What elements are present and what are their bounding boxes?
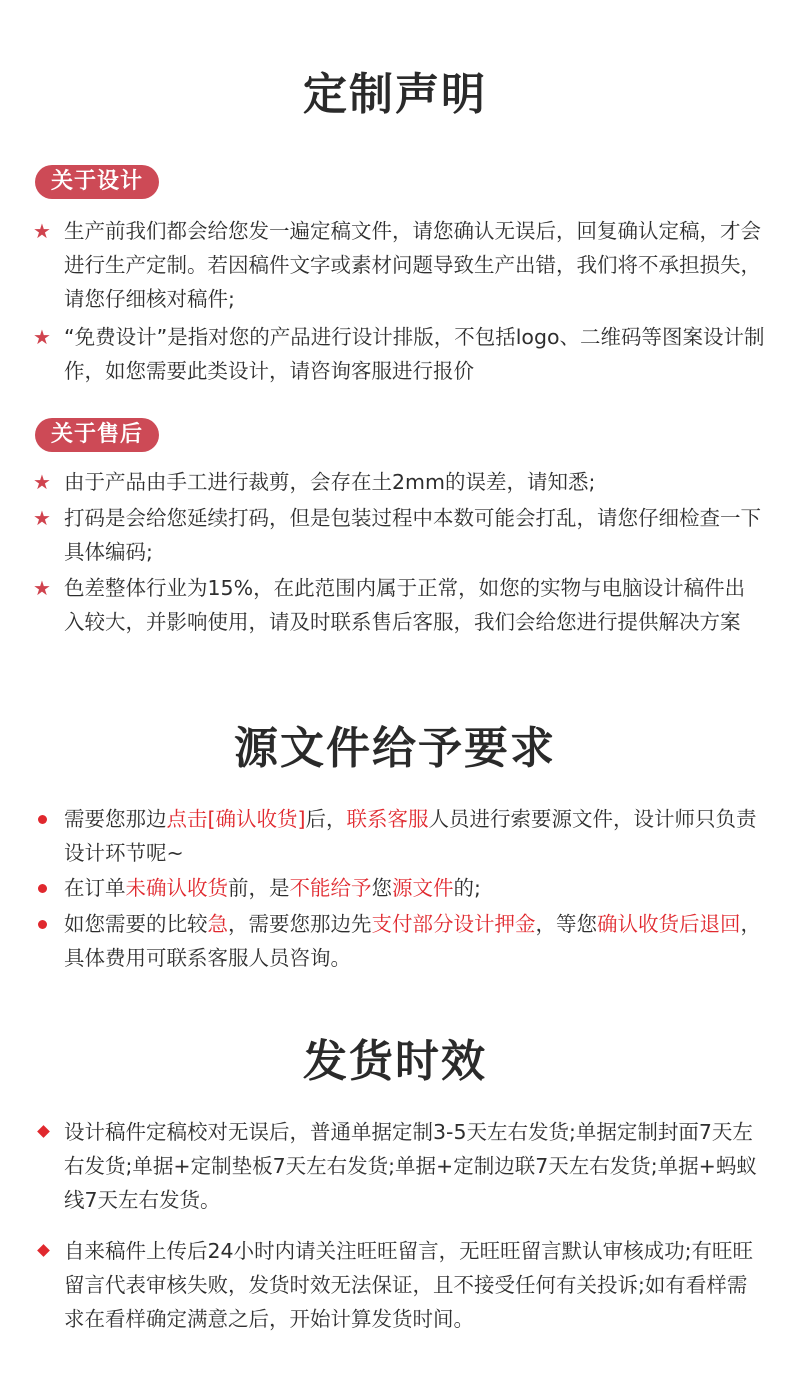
shipping-item-1 xyxy=(30,1115,765,1217)
star-icon: ★ xyxy=(33,506,51,530)
design-item-2 xyxy=(30,320,765,388)
dot-icon xyxy=(38,920,47,929)
after-sale-item-3 xyxy=(30,571,765,639)
label-about-after-sale: 关于售后 xyxy=(35,418,159,452)
source-item-1-text: 需要您那边点击[确认收货]后，联系客服人员进行索要源文件，设计师只负责设计环节呢~ xyxy=(64,807,757,865)
title-source-files: 源文件给予要求 xyxy=(234,723,556,774)
after-sale-item-2 xyxy=(30,501,765,569)
dot-icon xyxy=(38,884,47,893)
after-sale-item-2-text: 打码是会给您延续打码，但是包装过程中本数可能会打乱，请您仔细检查一下具体编码; xyxy=(64,506,761,564)
dot-icon xyxy=(38,815,47,824)
diamond-icon xyxy=(37,1125,50,1138)
star-icon: ★ xyxy=(33,219,51,243)
after-sale-item-3-text: 色差整体行业为15%，在此范围内属于正常，如您的实物与电脑设计稿件出入较大，并影响使用，请及时联系售后客服，我们会给您进行提供解决方案 xyxy=(64,576,746,634)
design-item-1 xyxy=(30,214,765,316)
diamond-icon xyxy=(37,1244,50,1257)
after-sale-item-1-text: 由于产品由手工进行裁剪，会存在土2mm的误差，请知悉; xyxy=(64,470,596,494)
star-icon: ★ xyxy=(33,470,51,494)
shipping-item-1-text: 设计稿件定稿校对无误后，普通单据定制3-5天左右发货;单据定制封面7天左右发货;单据+定制垫板7天左右发货;单据+定制边联7天左右发货;单据+蚂蚁线7天左右发货。 xyxy=(64,1120,757,1212)
source-item-3-text: 如您需要的比较急，需要您那边先支付部分设计押金，等您确认收货后退回，具体费用可联系客服人员咨询。 xyxy=(64,912,761,970)
label-about-design: 关于设计 xyxy=(35,165,159,199)
shipping-item-2-text: 自来稿件上传后24小时内请关注旺旺留言，无旺旺留言默认审核成功;有旺旺留言代表审核失败，发货时效无法保证，且不接受任何有关投诉;如有看样需求在看样确定满意之后，开始计算发货时间。 xyxy=(64,1239,753,1331)
source-item-3 xyxy=(30,907,765,975)
design-item-2-text: “免费设计”是指对您的产品进行设计排版，不包括logo、二维码等图案设计制作，如您需要此类设计，请咨询客服进行报价 xyxy=(64,325,765,383)
title-shipping-time: 发货时效 xyxy=(303,1036,487,1087)
after-sale-item-1 xyxy=(30,465,765,499)
source-item-1 xyxy=(30,802,765,870)
star-icon: ★ xyxy=(33,325,51,349)
title-custom-statement: 定制声明 xyxy=(303,69,487,120)
source-item-2 xyxy=(30,871,765,905)
source-item-2-text: 在订单未确认收货前，是不能给予您源文件的; xyxy=(64,876,481,900)
shipping-item-2 xyxy=(30,1234,765,1336)
star-icon: ★ xyxy=(33,576,51,600)
design-item-1-text: 生产前我们都会给您发一遍定稿文件，请您确认无误后，回复确认定稿，才会进行生产定制。若因稿件文字或素材问题导致生产出错，我们将不承担损失，请您仔细核对稿件; xyxy=(64,219,761,311)
